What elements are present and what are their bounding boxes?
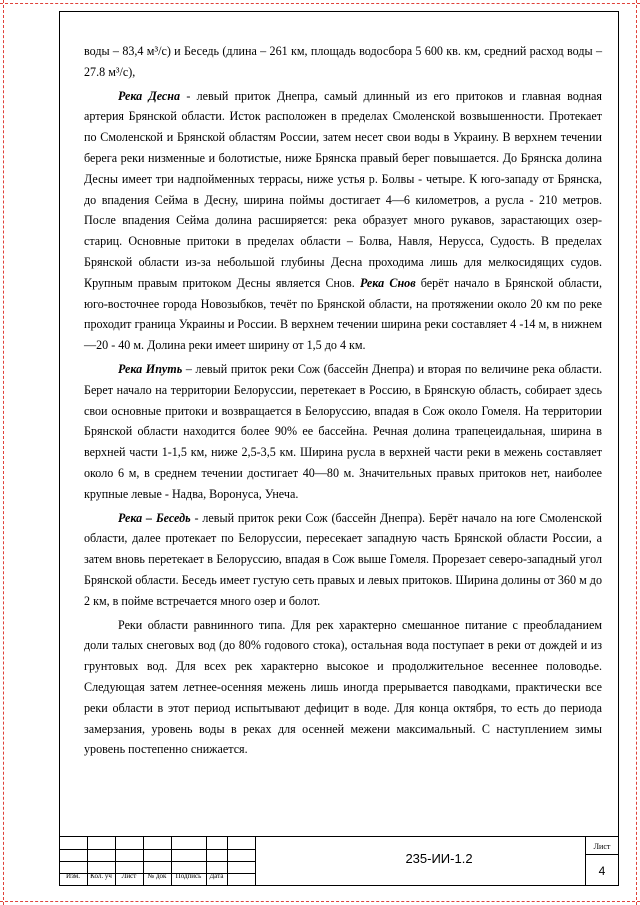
stamp-label-list: Лист <box>121 872 137 880</box>
stamp-label-date: Дата <box>209 872 224 880</box>
title-block-col-line <box>227 837 228 885</box>
paragraph-text: – левый приток реки Сож (бассейн Днепра) и вторая по величине река области. Берет начало на территории Белоруссии, перетекает в Россию, в Брянскую область, собирает здесь свои основные притоки и возвращается в Белоруссию, впадая в Сож около Гомеля. На территории Брянской области находится более 90% ее бассейна. Речная долина трапецеидальная, ширина в верхней части 1-1,5 км, ниже 2,5-3,5 км. Ширина русла в верхней части реки в межень составляет около 6 м, в среднем течении достигает 40—80 м. Значительных правых притоков нет, наиболее крупные левые - Надва, Воронуса, Унеча. <box>84 361 602 501</box>
river-title-beseda: Река – Беседь <box>118 510 191 525</box>
document-body <box>84 41 602 760</box>
paragraph-desna <box>84 86 602 356</box>
paragraph-text: Реки области равнинного типа. Для рек характерно смешанное питание с преобладанием доли талых снеговых вод (до 80% годового стока), остальная вода поступает в реки от дождей и из грунтовых вод. Для всех рек характерно высокое и продолжительное весеннее половодье. Следующая затем летнее-осенняя межень лишь иногда прерывается паводками, практически все реки области в этот период испытывают дефицит в воде. Для конца октября, то есть до периода замерзания, уровень воды в реках для осенней межени максимальный. С наступлением зимы уровень постепенно снижается. <box>84 617 602 757</box>
river-title-snov: Река Снов <box>359 275 416 290</box>
title-block-row-line <box>59 861 255 862</box>
stamp-label-izm: Изм. <box>66 872 80 880</box>
title-block-row-line <box>59 849 255 850</box>
cut-line-top <box>0 3 640 4</box>
paragraph-beseda <box>84 508 602 612</box>
paragraph-text: берёт начало в Брянской области, юго-восточнее города Новозыбков, течёт по Брянской области, на протяжении около 20 км по реке проходит граница Украины и России. В верхнем течении ширина реки составляет 4 -14 м, в нижнем —20 - 40 м. Долина реки имеет ширину от 1,5 до 4 км. <box>84 275 602 353</box>
sheet-label: Лист <box>593 842 611 851</box>
stamp-label-signature: Подпись <box>175 872 202 880</box>
sheet-number: 4 <box>598 864 606 878</box>
cut-line-right <box>636 0 637 905</box>
paragraph-iput <box>84 359 602 505</box>
title-block-col-line <box>255 837 256 885</box>
sheet-cell-line <box>585 854 619 855</box>
cut-line-left <box>3 0 4 905</box>
paragraph-intro <box>84 41 602 83</box>
paragraph-text: - левый приток реки Сож (бассейн Днепра). Берёт начало на юге Смоленской области, далее протекает по Белоруссии, пересекает западную часть Брянской области России, а затем вновь перетекает в Белоруссию, впадая в Сож выше Гомеля. Прорезает северо-западный угол Брянской области. Беседь имеет густую сеть правых и левых притоков. Ширина долины от 360 м до 2 км, в пойме встречается много озер и болот. <box>84 510 603 608</box>
paragraph-text: воды – 83,4 м³/с) и Беседь (длина – 261 км, площадь водосбора 5 600 кв. км, средний расход воды – 27.8 м³/с), <box>84 44 602 79</box>
stamp-label-kol-uch: Кол. уч <box>90 872 112 880</box>
river-title-iput: Река Ипуть <box>118 361 183 376</box>
stamp-label-doc: № док <box>147 872 167 880</box>
title-block <box>59 836 619 886</box>
paragraph-summary <box>84 615 602 761</box>
paragraph-text: - левый приток Днепра, самый длинный из его притоков и главная водная артерия Брянской области. Исток расположен в пределах Смоленской возвышенности. Протекает по Смоленской и Брянской областям России, затем несет свои воды в Украину. В верхнем течении берега реки низменные и болотистые, ниже Брянска правый берег повышается. До Брянска долина Десны имеет три надпойменных террасы, ниже устья р. Болвы - четыре. К юго-западу от Брянска, до впадения Сейма в Десну, ширина поймы достигает 4—6 километров, а русла - 210 метров. После впадения Сейма долина расширяется: река образует много рукавов, зарастающих озер-стариц. Основные притоки в пределах области – Болва, Навля, Нерусса, Судость. В пределах Брянской области из-за небольшой глубины Десна проходима лишь для мелкосидящих судов. Крупным правым притоком Десны является Снов. <box>84 88 602 290</box>
river-title-desna: Река Десна <box>118 88 181 103</box>
cut-line-bottom <box>0 901 640 902</box>
document-code: 235-ИИ-1.2 <box>405 851 473 866</box>
